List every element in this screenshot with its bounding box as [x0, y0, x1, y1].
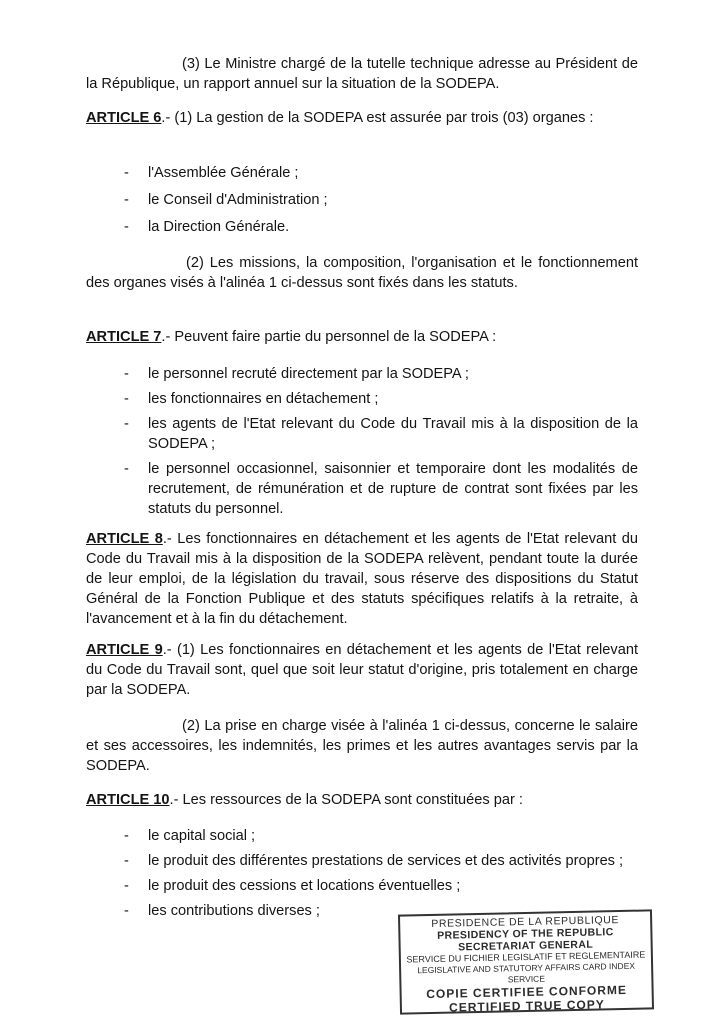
list-item: - le Conseil d'Administration ;	[124, 192, 328, 208]
stamp-line: CERTIFIED TRUE COPY	[448, 997, 605, 1015]
list-item: - le capital social ;	[124, 828, 256, 844]
list-item: - le personnel occasionnel, saisonnier et temporaire dont les modalités de recrutement, de rémunération et de rupture de contrat sont fixées par les statuts du personnel.	[124, 461, 638, 517]
stamp-line: COPIE CERTIFIEE CONFORME	[426, 982, 628, 1002]
article-9-paragraph-2: (2) La prise en charge visée à l'alinéa 1 ci-dessus, concerne le salaire et ses accessoires, les indemnités, les primes et les autres avantages servis par la SODEPA.	[86, 718, 638, 774]
article-7-list	[86, 364, 638, 519]
article-6-paragraph-2: (2) Les missions, la composition, l'organisation et le fonctionnement des organes visés à l'alinéa 1 ci-dessus sont fixés dans les statuts.	[86, 255, 638, 291]
list-item: - les contributions diverses ;	[124, 903, 320, 919]
article-9-text: .- (1) Les fonctionnaires en détachement et les agents de l'Etat relevant du Code du Travail sont, quel que soit leur statut d'origine, pris totalement en charge par la SODEPA.	[86, 642, 639, 698]
article-10-text: .- Les ressources de la SODEPA sont constituées par :	[169, 792, 523, 808]
list-item: - le produit des différentes prestations de services et des activités propres ;	[124, 853, 624, 869]
article-10-paragraph	[86, 790, 638, 810]
article-6-heading: ARTICLE 6	[86, 110, 162, 126]
article-8-paragraph	[86, 529, 638, 629]
article-7-heading: ARTICLE 7	[86, 329, 162, 345]
stamp-line: PRESIDENCE DE LA REPUBLIQUE	[431, 914, 620, 930]
paragraph-minister-report: (3) Le Ministre chargé de la tutelle technique adresse au Président de la République, un rapport annuel sur la situation de la SODEPA.	[86, 56, 638, 92]
article-10-list	[86, 826, 638, 921]
list-item: - le personnel recruté directement par la SODEPA ;	[124, 366, 469, 382]
article-7-text: .- Peuvent faire partie du personnel de la SODEPA :	[161, 329, 497, 345]
stamp-line: LEGISLATIVE AND STATUTORY AFFAIRS CARD INDEX SERVICE	[417, 960, 636, 985]
article-6-list	[86, 163, 638, 237]
article-9-heading: ARTICLE 9	[86, 642, 163, 658]
article-8-heading: ARTICLE 8	[86, 531, 163, 547]
article-10-heading: ARTICLE 10	[86, 792, 170, 808]
article-8-text: .- Les fonctionnaires en détachement et les agents de l'Etat relevant du Code du Travail mis à la disposition de la SODEPA relèvent, pendant toute la durée de leur emploi, de la législation du travail, sous réserve des dispositions du Statut Général de la Fonction Publique et des statuts spécifiques relatifs à la retraite, à l'avancement et à la fin du détachement.	[86, 531, 638, 627]
article-6-paragraph	[86, 108, 638, 128]
list-item: - le produit des cessions et locations éventuelles ;	[124, 878, 461, 894]
list-item: - l'Assemblée Générale ;	[124, 165, 299, 181]
list-item: - les fonctionnaires en détachement ;	[124, 391, 379, 407]
list-item: - la Direction Générale.	[124, 219, 290, 235]
article-6-text: .- (1) La gestion de la SODEPA est assurée par trois (03) organes :	[161, 110, 594, 126]
certification-stamp	[398, 909, 654, 1014]
list-item: - les agents de l'Etat relevant du Code du Travail mis à la disposition de la SODEPA ;	[124, 416, 638, 452]
stamp-line: SERVICE DU FICHIER LEGISLATIF ET REGLEMENTAIRE	[406, 949, 646, 965]
article-9-paragraph	[86, 640, 638, 700]
article-7-paragraph	[86, 327, 638, 347]
stamp-line: PRESIDENCY OF THE REPUBLIC	[437, 926, 614, 942]
stamp-line: SECRETARIAT GENERAL	[458, 938, 594, 954]
